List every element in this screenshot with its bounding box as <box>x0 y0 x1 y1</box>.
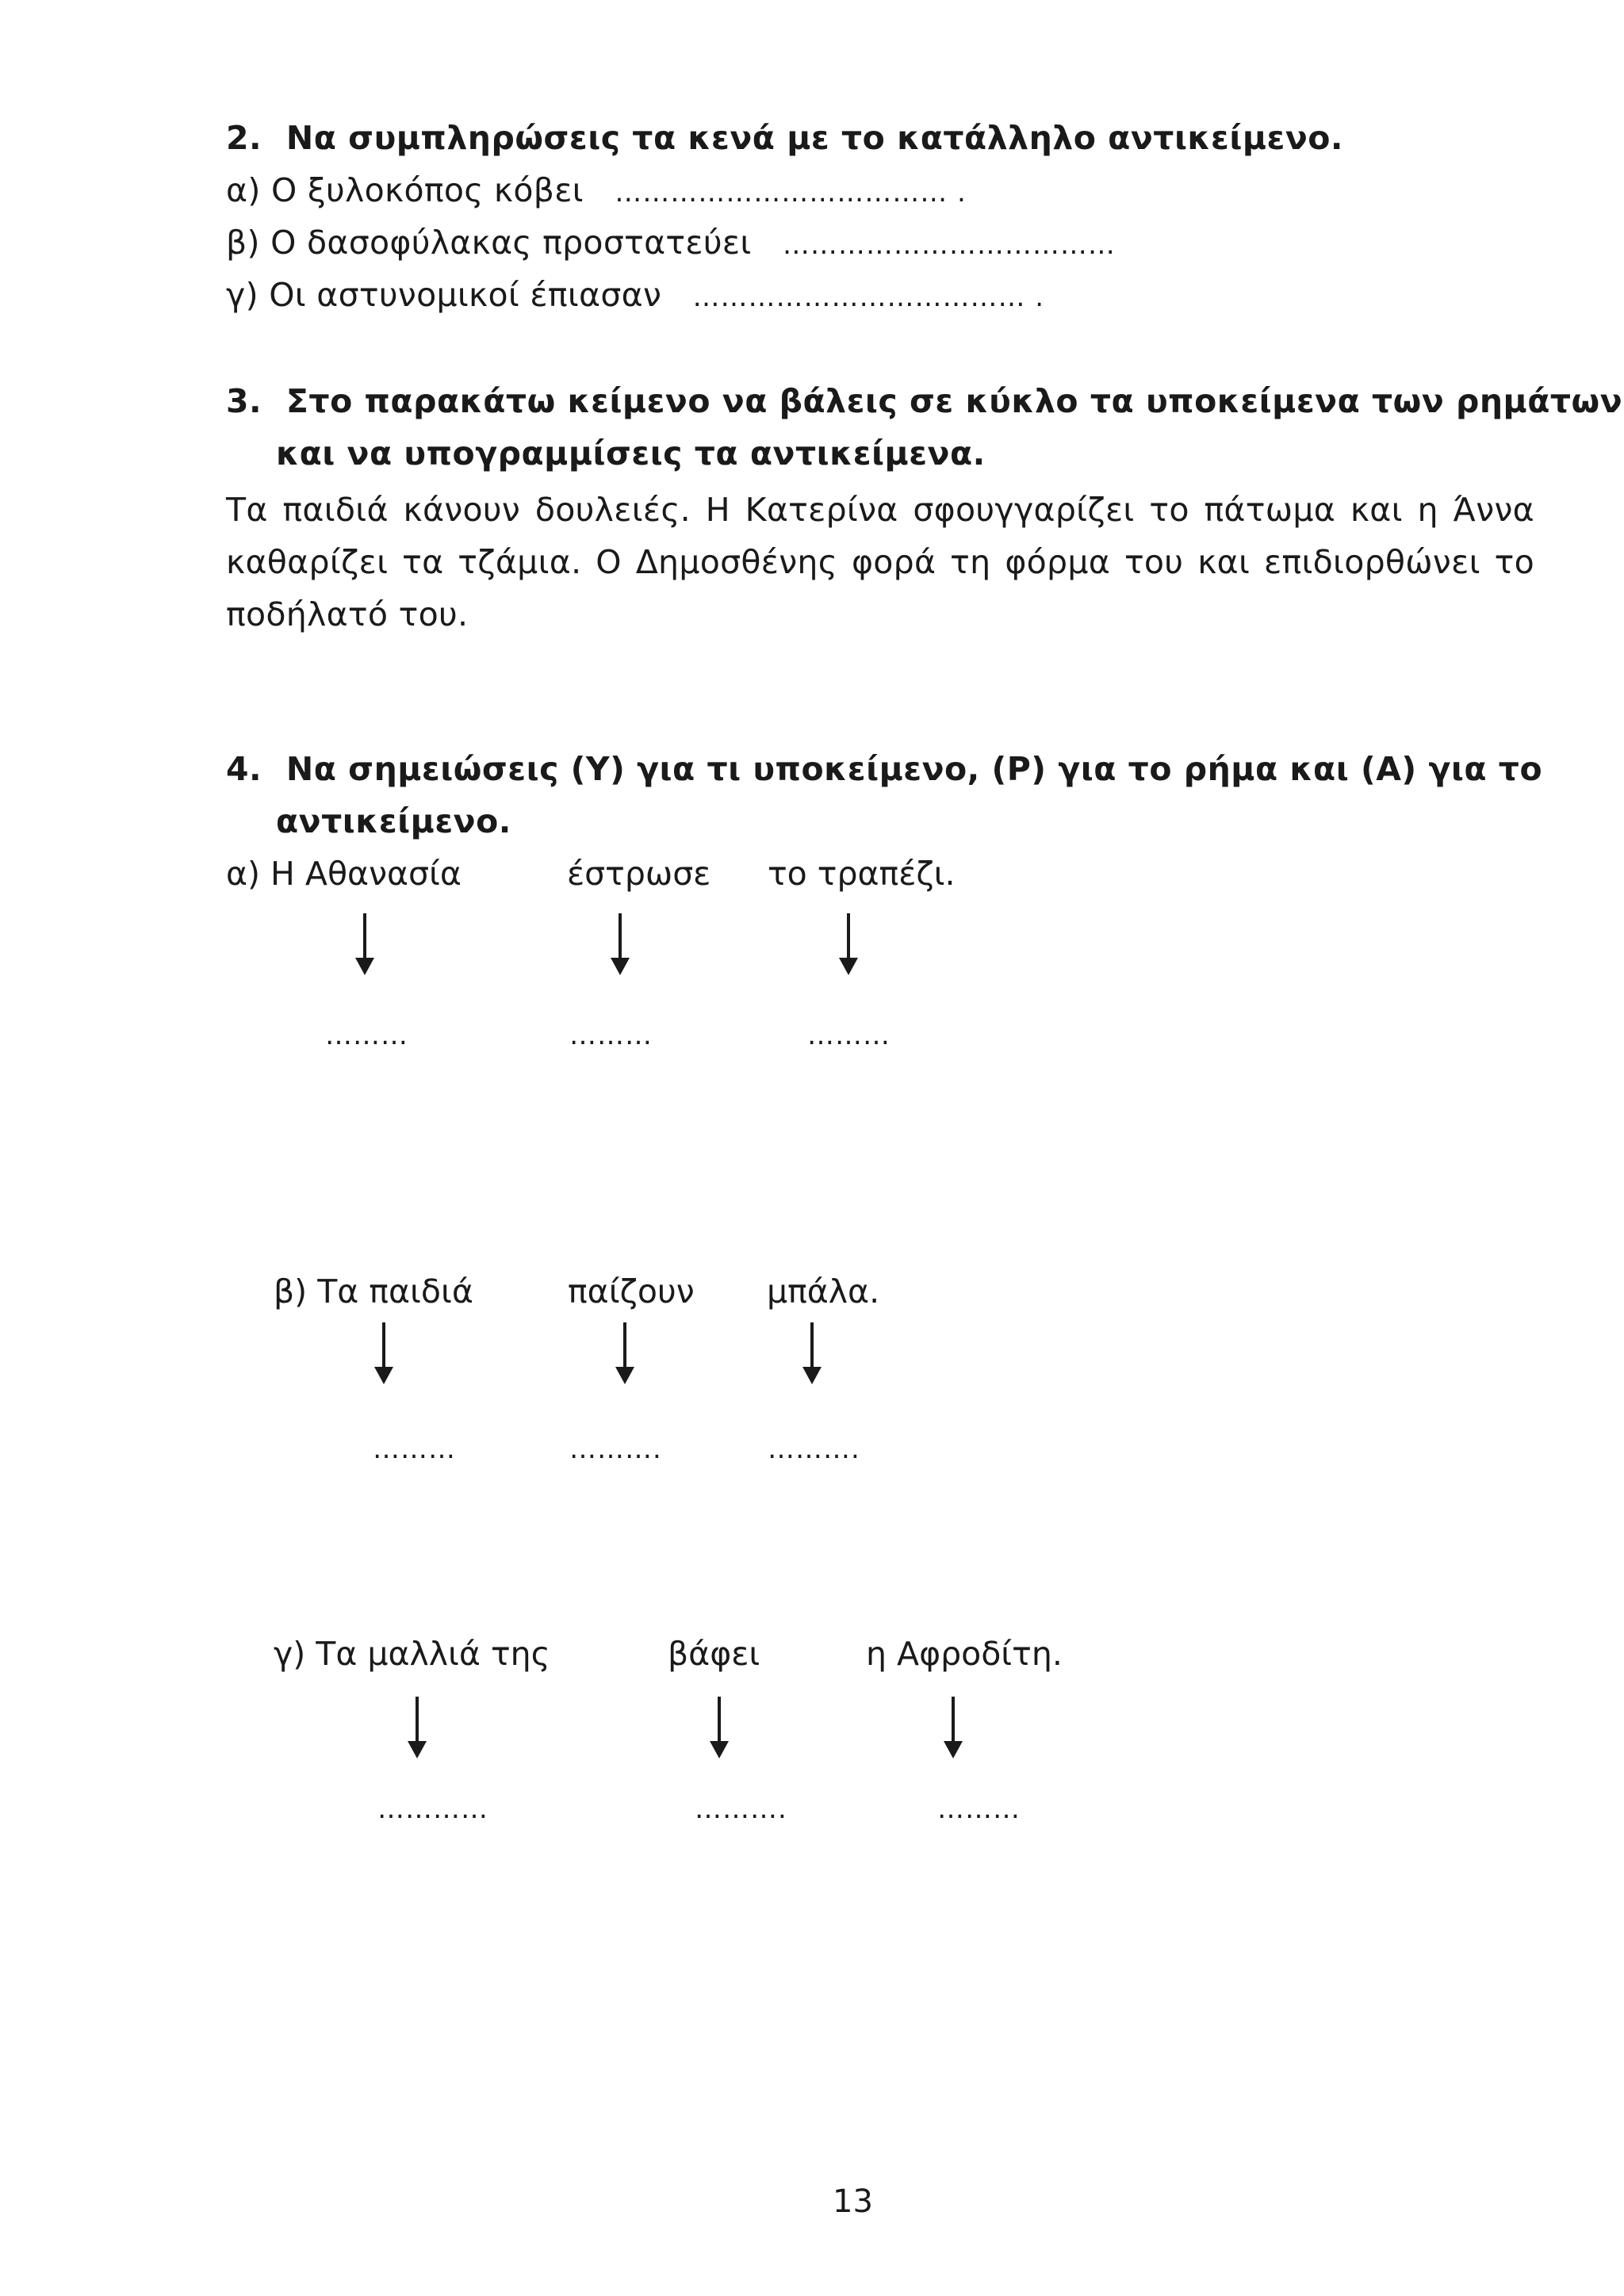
q4b-word-verb: παίζουν <box>568 1272 695 1311</box>
q4c-blank-1[interactable]: ………… <box>377 1793 488 1825</box>
down-arrow-icon <box>802 1322 822 1384</box>
q4-instruction-1: Να σημειώσεις (Υ) για τι υποκείμενο, (Ρ) για το ρήμα και (Α) για το <box>285 750 1543 788</box>
q2-number: 2. <box>226 119 262 157</box>
q4-number: 4. <box>226 750 262 788</box>
q3-instruction-1: Στο παρακάτω κείμενο να βάλεις σε κύκλο τα υποκείμενα των ρημάτων <box>285 382 1623 420</box>
q3-number: 3. <box>226 382 262 420</box>
q2-item-text: γ) Οι αστυνομικοί έπιασαν <box>226 276 662 314</box>
page-number: 13 <box>833 2183 873 2220</box>
q3-instruction-2: και να υπογραμμίσεις τα αντικείμενα. <box>276 434 986 473</box>
down-arrow-icon <box>611 913 630 975</box>
q2-heading <box>226 119 1343 157</box>
q4a-blank-verb[interactable]: ……… <box>569 1020 653 1051</box>
q2-instruction: Να συμπληρώσεις τα κενά με το κατάλληλο αντικείμενο. <box>285 119 1344 157</box>
q4c-blank-2[interactable]: ………. <box>695 1793 787 1825</box>
down-arrow-icon <box>355 913 374 975</box>
down-arrow-icon <box>839 913 858 975</box>
q2-item-blank[interactable]: ……………………………… . <box>692 281 1045 313</box>
q4b-word-object: μπάλα. <box>767 1272 880 1311</box>
down-arrow-icon <box>710 1697 729 1758</box>
down-arrow-icon <box>374 1322 393 1384</box>
q4c-word-verb: βάφει <box>668 1635 760 1673</box>
q4c-word-object: γ) Τα μαλλιά της <box>274 1635 550 1673</box>
q4b-blank-subject[interactable]: ……… <box>373 1433 456 1465</box>
q3-paragraph: Τα παιδιά κάνουν δουλειές. Η Κατερίνα σφουγγαρίζει το πάτωμα και η Άννα καθαρίζει τα τζάμια. Ο Δημοσθένης φορά τη φόρμα του και επιδιορθώνει το ποδήλατό του. <box>226 491 1534 633</box>
q4a-word-object: το τραπέζι. <box>768 855 956 893</box>
q2-item-c <box>226 276 1044 314</box>
q4b-word-subject: β) Τα παιδιά <box>274 1272 473 1311</box>
q2-item-text: α) Ο ξυλοκόπος κόβει <box>226 171 584 209</box>
q2-item-a <box>226 171 967 209</box>
down-arrow-icon <box>944 1697 963 1758</box>
q2-item-text: β) Ο δασοφύλακας προστατεύει <box>226 224 752 262</box>
q4c-blank-3[interactable]: ……… <box>937 1793 1021 1825</box>
q4a-word-verb: έστρωσε <box>567 855 711 893</box>
q4-instruction-2: αντικείμενο. <box>276 802 511 840</box>
q4a-blank-subject[interactable]: ……… <box>325 1020 408 1051</box>
q2-item-blank[interactable]: ……………………………… . <box>615 177 967 209</box>
q2-item-blank[interactable]: ……………………………… <box>782 229 1116 261</box>
down-arrow-icon <box>615 1322 634 1384</box>
q2-item-b <box>226 224 1116 262</box>
q4b-blank-verb[interactable]: ………. <box>569 1433 662 1465</box>
down-arrow-icon <box>408 1697 427 1758</box>
q4a-blank-object[interactable]: ……… <box>807 1020 891 1051</box>
q4b-blank-object[interactable]: ………. <box>768 1433 860 1465</box>
q3-heading-line1 <box>226 382 1622 420</box>
q4a-word-subject: α) Η Αθανασία <box>226 855 462 893</box>
q4c-word-subject: η Αφροδίτη. <box>866 1635 1063 1673</box>
q4-heading-line1 <box>226 750 1542 788</box>
